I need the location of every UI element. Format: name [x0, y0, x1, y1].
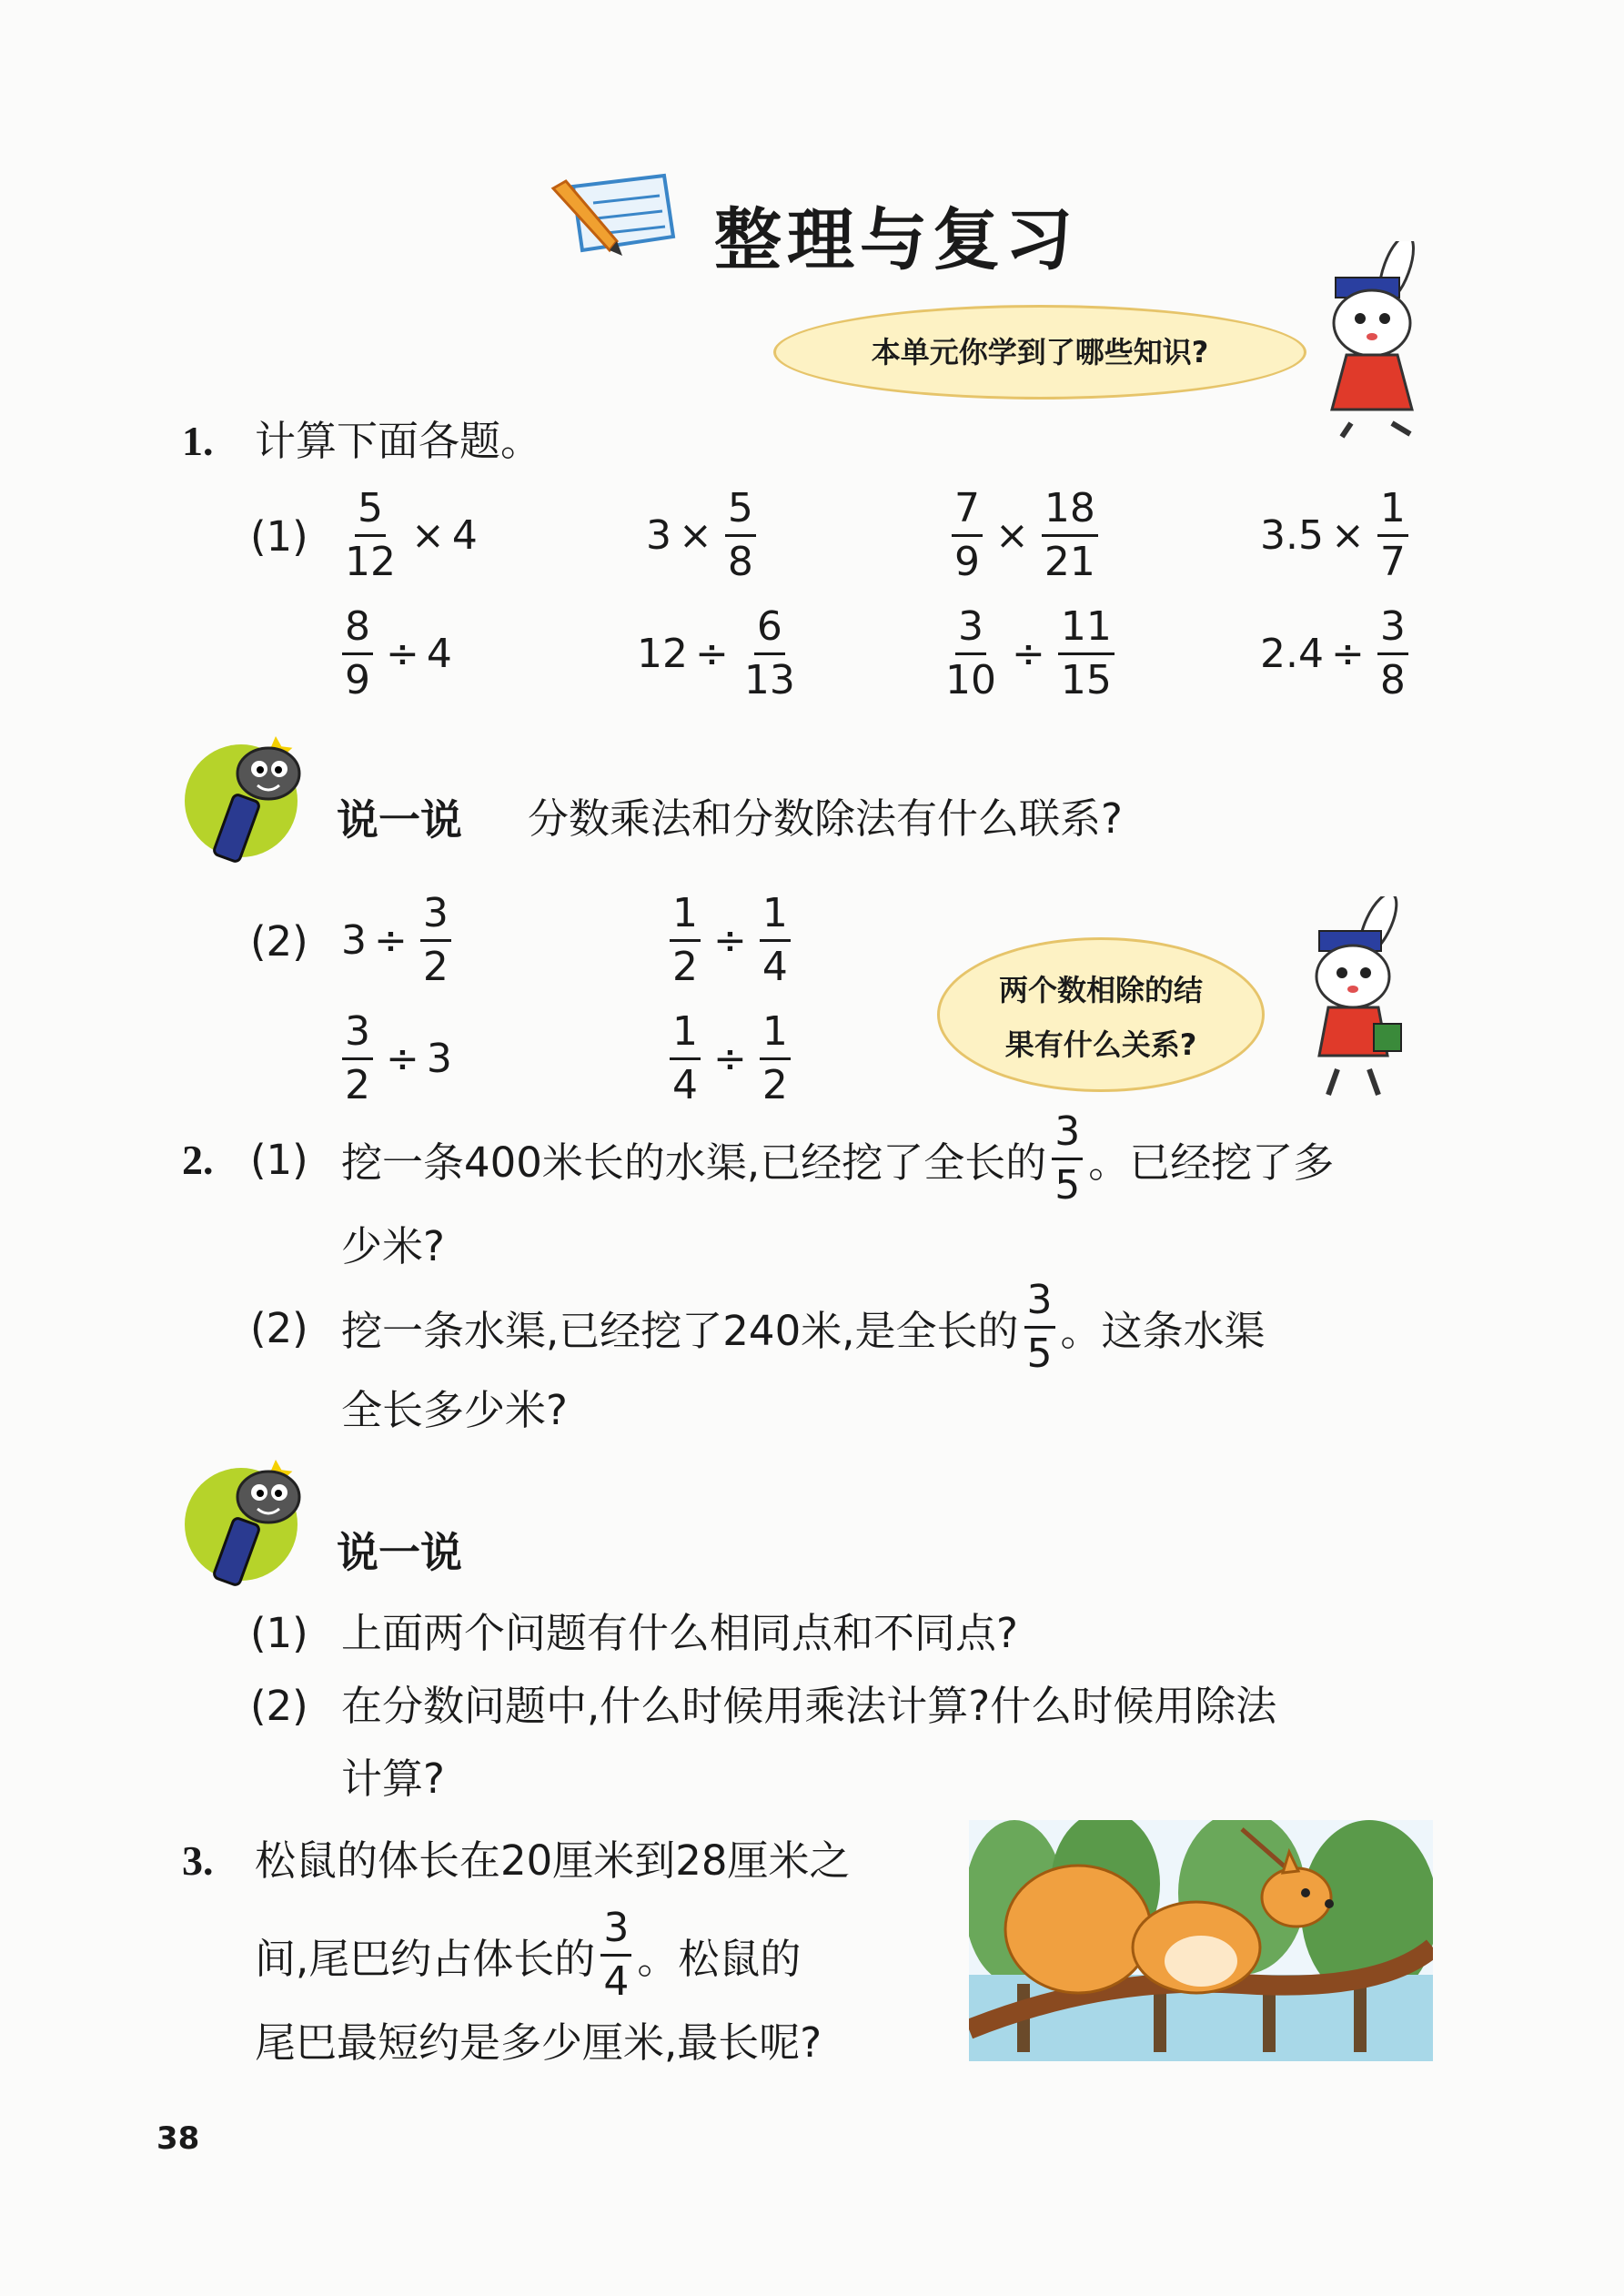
speech-bubble-knowledge [773, 305, 1306, 400]
numerator: 3 [1377, 605, 1408, 655]
operator: × [411, 512, 445, 559]
denominator: 5 [1054, 1162, 1081, 1209]
part-label-2: (2) [250, 917, 308, 966]
operand: 4 [426, 631, 452, 677]
operator: ÷ [1330, 631, 1365, 677]
denominator: 2 [672, 944, 698, 990]
expression-r4c2 [664, 1010, 796, 1108]
denominator: 2 [345, 1062, 370, 1108]
numerator: 3 [1052, 1110, 1083, 1160]
numerator: 5 [355, 487, 386, 537]
q3-text-a: 间,尾巴约占体长的 [255, 1935, 596, 1983]
numerator: 11 [1058, 605, 1115, 655]
denominator: 21 [1044, 539, 1095, 585]
q2-part2-text-a: 挖一条水渠,已经挖了240米,是全长的 [341, 1307, 1019, 1355]
denominator: 5 [1026, 1330, 1053, 1377]
operator: ÷ [713, 917, 747, 964]
expression-r1c2 [646, 487, 762, 584]
operator: ÷ [374, 917, 408, 964]
operand: 12 [637, 631, 688, 677]
numerator: 6 [754, 605, 785, 655]
numerator: 1 [670, 892, 701, 942]
numerator: 7 [952, 487, 983, 537]
microphone-mascot-icon [177, 723, 332, 869]
question-number-2: 2. [182, 1137, 214, 1183]
denominator: 15 [1060, 657, 1112, 703]
expression-r1c4 [1260, 487, 1414, 584]
expression-r3c1 [341, 892, 457, 989]
talk-item-1: 上面两个问题有什么相同点和不同点? [341, 1609, 1018, 1657]
microphone-mascot-icon [177, 1447, 332, 1593]
q3-text-b: 。松鼠的 [637, 1935, 802, 1983]
expression-r4c1 [337, 1010, 452, 1108]
operator: × [679, 512, 712, 559]
q2-part2-line1 [341, 1279, 1266, 1376]
q2-part1-line1 [341, 1110, 1334, 1208]
talk-label: 说一说 [337, 1528, 462, 1577]
question-number-1: 1. [182, 418, 214, 464]
numerator: 3 [600, 1907, 631, 1957]
q3-line3: 尾巴最短约是多少厘米,最长呢? [255, 2018, 822, 2067]
denominator: 4 [603, 1958, 630, 2005]
expression-r3c2 [664, 892, 796, 989]
squirrel-illustration [969, 1820, 1433, 2061]
rabbit-mascot-icon [1287, 896, 1433, 1101]
q2-part1-line2: 少米? [341, 1222, 445, 1270]
talk-item-2-line1: 在分数问题中,什么时候用乘法计算?什么时候用除法 [341, 1682, 1277, 1730]
speech-bubble-division [937, 937, 1265, 1092]
talk-label: 说一说 [337, 795, 462, 845]
numerator: 5 [725, 487, 756, 537]
operand: 3 [426, 1036, 452, 1082]
q2-part1-text-b: 。已经挖了多 [1088, 1138, 1335, 1187]
operator: ÷ [713, 1036, 747, 1082]
q2-part2-text-b: 。这条水渠 [1060, 1307, 1266, 1355]
page-number: 38 [156, 2120, 200, 2157]
operator: ÷ [386, 631, 419, 677]
denominator: 4 [762, 944, 788, 990]
numerator: 1 [760, 892, 791, 942]
numerator: 8 [342, 605, 373, 655]
numerator: 3 [955, 605, 986, 655]
rabbit-mascot-icon [1310, 241, 1447, 441]
numerator: 3 [1024, 1279, 1055, 1329]
denominator: 8 [727, 539, 753, 585]
q2-part2-label: (2) [250, 1304, 308, 1352]
bubble-text-line1: 两个数相除的结 [998, 973, 1203, 1007]
operator: × [995, 512, 1029, 559]
denominator: 7 [1379, 539, 1406, 585]
q2-part1-text-a: 挖一条400米长的水渠,已经挖了全长的 [341, 1138, 1047, 1187]
denominator: 2 [762, 1062, 788, 1108]
question-1-instruction: 计算下面各题。 [255, 417, 542, 465]
numerator: 3 [420, 892, 451, 942]
denominator: 13 [743, 657, 795, 703]
numerator: 18 [1042, 487, 1098, 537]
talk-item-2-line2: 计算? [341, 1755, 445, 1803]
denominator: 4 [672, 1062, 698, 1108]
denominator: 9 [345, 657, 370, 703]
expression-r1c1 [337, 487, 478, 584]
talk-question: 分数乘法和分数除法有什么联系? [528, 794, 1123, 843]
part-label-1: (1) [250, 512, 308, 561]
numerator: 1 [670, 1010, 701, 1060]
expression-r2c3 [937, 605, 1120, 703]
operator: ÷ [1012, 631, 1045, 677]
operand: 3 [341, 917, 367, 964]
numerator: 1 [760, 1010, 791, 1060]
expression-r2c1 [337, 605, 452, 703]
operand: 3.5 [1260, 512, 1324, 559]
numerator: 1 [1377, 487, 1408, 537]
operator: ÷ [695, 631, 729, 677]
notebook-pencil-icon [546, 168, 682, 259]
q2-part2-line2: 全长多少米? [341, 1386, 568, 1434]
operator: ÷ [386, 1036, 419, 1082]
operator: × [1330, 512, 1365, 559]
expression-r1c3 [946, 487, 1104, 584]
denominator: 9 [954, 539, 980, 585]
expression-r2c2 [637, 605, 803, 703]
bubble-text: 本单元你学到了哪些知识? [871, 335, 1209, 369]
denominator: 12 [345, 539, 396, 585]
operand: 4 [451, 512, 478, 559]
q3-line1: 松鼠的体长在20厘米到28厘米之 [255, 1836, 851, 1885]
talk-item-1-label: (1) [250, 1609, 308, 1657]
operand: 2.4 [1260, 631, 1324, 677]
page-title: 整理与复习 [714, 201, 1078, 279]
denominator: 2 [422, 944, 449, 990]
numerator: 3 [342, 1010, 373, 1060]
operand: 3 [646, 512, 671, 559]
denominator: 8 [1379, 657, 1406, 703]
bubble-text-line2: 果有什么关系? [1004, 1027, 1197, 1062]
q2-part1-label: (1) [250, 1136, 308, 1184]
talk-item-2-label: (2) [250, 1682, 308, 1730]
expression-r2c4 [1260, 605, 1414, 703]
question-number-3: 3. [182, 1837, 214, 1884]
denominator: 10 [945, 657, 996, 703]
q3-line2 [255, 1907, 801, 2004]
